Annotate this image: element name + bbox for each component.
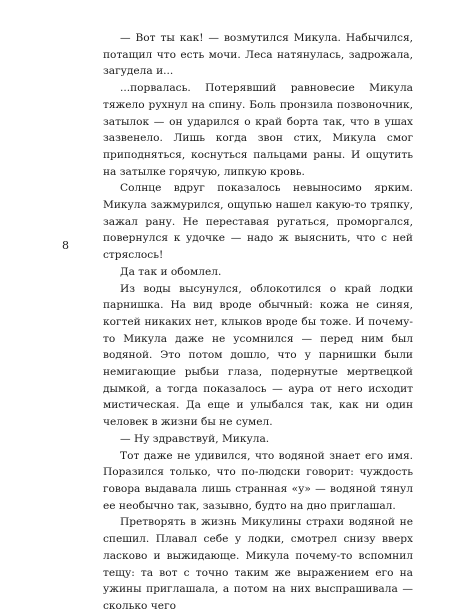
body-text [103, 30, 413, 615]
paragraph: Тот даже не удивился, что водяной знает его имя. Поразился только, что по-людски говорит: чуждость говора выдавала лишь странная «у» — водяной тянул ее необычно так, зазывно, будто на дно приглашал. [103, 449, 413, 512]
paragraph: Солнце вдруг показалось невыносимо ярким. Микула зажмурился, ощупью нашел какую-то тряпку, зажал рану. Не переставая ругаться, проморгался, повернулся к удочке — надо ж выяснить, что с ней стряслось! [103, 182, 413, 262]
paragraph: ...порвалась. Потерявший равновесие Микула тяжело рухнул на спину. Боль пронзила позвоночник, затылок — он ударился о край борта так, что в ушах зазвенело. Лишь когда звон стих, Микула смог приподняться, коснуться пальцами раны. И ощутить на затылке горячую, липкую кровь. [103, 82, 413, 178]
paragraph: Из воды высунулся, облокотился о край лодки парнишка. На вид вроде обычный: кожа не синяя, когтей никаких нет, клыков вроде бы тоже. И почему-то Микула даже не усомнился — перед ним был водяной. Это потом дошло, что у парнишки были немигающие рыбьи глаза, подернутые мертвецкой дымкой, а тогда показалось — аура от него исходит мистическая. Да еще и улыбался так, как ни один человек в жизни бы не сумел. [103, 282, 413, 429]
paragraph: — Вот ты как! — возмутился Микула. Набычился, потащил что есть мочи. Леса натянулась, задрожала, загудела и... [103, 32, 413, 78]
page-number: 8 [62, 239, 69, 252]
paragraph: Да так и обомлел. [120, 265, 222, 278]
paragraph: Претворять в жизнь Микулины страхи водяной не спешил. Плавал себе у лодки, смотрел снизу вверх ласково и выжидающе. Микула почему-то вспомнил тещу: та вот с точно таким же выражением его на ужины приглашала, а потом на них выспрашивала — сколько чего [103, 516, 413, 612]
paragraph: — Ну здравствуй, Микула. [120, 432, 270, 445]
